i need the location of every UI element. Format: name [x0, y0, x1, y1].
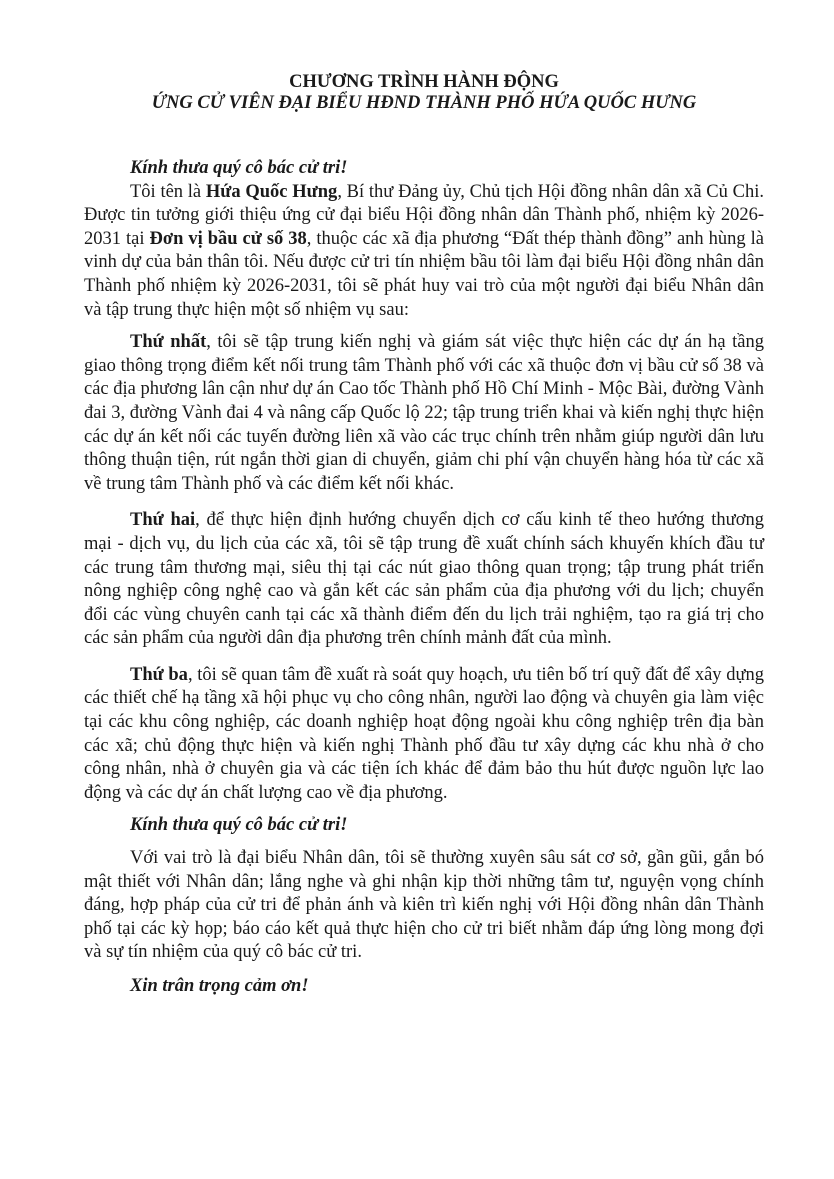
task-second-paragraph — [84, 509, 764, 651]
greeting-opening: Kính thưa quý cô bác cử tri! — [130, 158, 348, 178]
task-third-text: , tôi sẽ quan tâm đề xuất rà soát quy hoạch, ưu tiên bố trí quỹ đất để xây dựng các thiết chế hạ tầng xã hội phục vụ cho công nhân, người lao động và chuyên gia làm việc tại các khu công nghiệp, các doanh nghiệp hoạt động ngoài khu công nghiệp trên địa bàn các xã; chủ động thực hiện và kiến nghị Thành phố đầu tư xây dựng các khu nhà ở cho công nhân, nhà ở chuyên gia và các tiện ích khác để đảm bảo thu hút được nguồn lực lao động và các dự án chất lượng cao về địa phương. — [84, 664, 764, 803]
candidate-name: Hứa Quốc Hưng — [205, 181, 338, 202]
closing-line: Xin trân trọng cảm ơn! — [130, 976, 309, 996]
task-first-text: , tôi sẽ tập trung kiến nghị và giám sát việc thực hiện các dự án hạ tầng giao thông trọng điểm kết nối trung tâm Thành phố với các xã thuộc đơn vị bầu cử số 38 và các địa phương lân cận như dự án Cao tốc Thành phố Hồ Chí Minh - Mộc Bài, đường Vành đai 3, đường Vành đai 4 và nâng cấp Quốc lộ 22; tập trung triển khai và kiến nghị thực hiện các dự án kết nối các tuyến đường liên xã vào các trục chính trên nhằm giúp người dân lưu thông thuận tiện, rút ngắn thời gian di chuyển, giảm chi phí vận chuyển hàng hóa từ các xã về trung tâm Thành phố và các điểm kết nối khác. — [84, 332, 765, 494]
intro-text-3: , thuộc các xã địa phương “Đất thép thành đồng” anh hùng là vinh dự của bản thân tôi. Nếu được cử tri tín nhiệm bầu tôi làm đại biểu Hội đồng nhân dân Thành phố nhiệm kỳ 2026-2031, tôi sẽ phát huy vai trò của một người đại biểu Nhân dân và tập trung thực hiện một số nhiệm vụ sau: — [84, 228, 764, 320]
commitment-paragraph: Với vai trò là đại biểu Nhân dân, tôi sẽ thường xuyên sâu sát cơ sở, gần gũi, gắn bó mật thiết với Nhân dân; lắng nghe và ghi nhận kịp thời những tâm tư, nguyện vọng chính đáng, hợp pháp của cử tri để phản ánh và kiên trì kiến nghị với Hội đồng nhân dân Thành phố tại các kỳ họp; báo cáo kết quả thực hiện cho cử tri biết nhằm đáp ứng lòng mong đợi và sự tín nhiệm của quý cô bác cử tri. — [84, 848, 764, 963]
intro-text-1: Tôi tên là — [130, 181, 206, 202]
electoral-unit: Đơn vị bầu cử số 38 — [149, 228, 307, 249]
title-line-1: CHƯƠNG TRÌNH HÀNH ĐỘNG — [289, 72, 559, 92]
task-second-label: Thứ hai — [130, 510, 196, 531]
task-third-label: Thứ ba — [130, 664, 188, 685]
task-first-paragraph — [84, 331, 764, 496]
task-third-paragraph — [84, 664, 764, 806]
task-second-text: , để thực hiện định hướng chuyển dịch cơ cấu kinh tế theo hướng thương mại - dịch vụ, du lịch của các xã, tôi sẽ tập trung đề xuất chính sách khuyến khích đầu tư các trung tâm thương mại, siêu thị tại các nút giao thông quan trọng; tập trung phát triển nông nghiệp công nghệ cao và gắn kết các sản phẩm của địa phương với du lịch; chuyển đổi các vùng chuyên canh tại các xã thành điểm đến du lịch trải nghiệm, tạo ra giá trị cho các sản phẩm của người dân địa phương trên chính mảnh đất của mình. — [84, 510, 764, 649]
title-line-2: ỨNG CỬ VIÊN ĐẠI BIỂU HĐND THÀNH PHỐ HỨA QUỐC HƯNG — [151, 93, 697, 113]
document-content — [84, 72, 764, 999]
greeting-second: Kính thưa quý cô bác cử tri! — [130, 815, 348, 836]
task-first-label: Thứ nhất — [130, 332, 207, 353]
document-title — [84, 72, 764, 114]
intro-paragraph — [84, 181, 764, 323]
intro-text-2: , Bí thư Đảng ủy, Chủ tịch Hội đồng nhân dân xã Củ Chi. Được tin tưởng giới thiệu ứng cử đại biểu Hội đồng nhân dân Thành phố, nhiệm kỳ 2026-2031 tại — [84, 181, 764, 249]
